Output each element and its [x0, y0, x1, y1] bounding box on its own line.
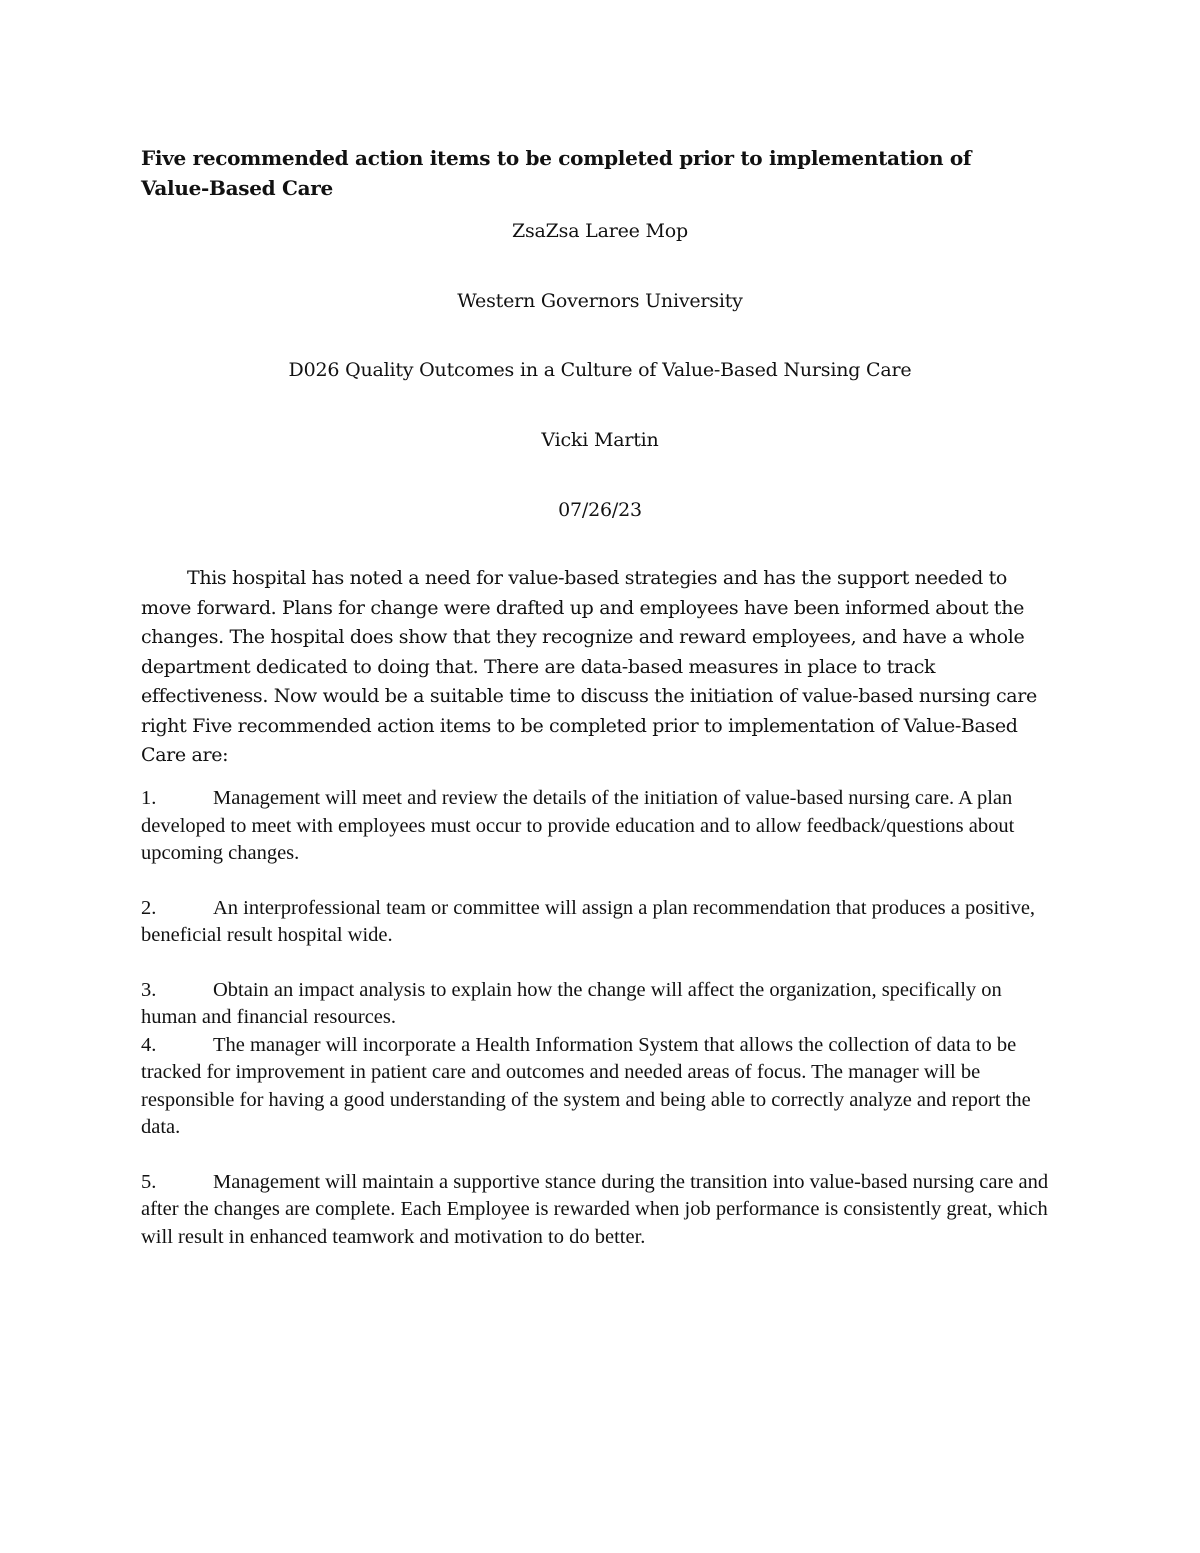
list-item — [141, 977, 1061, 1032]
item-number: 4. — [141, 1033, 157, 1056]
list-item — [141, 785, 1061, 868]
institution-name: Western Governors University — [457, 290, 743, 312]
author-name: ZsaZsa Laree Mop — [511, 220, 688, 242]
document-title: Five recommended action items to be completed prior to implementation of Value-Based Care — [141, 146, 972, 200]
list-item — [141, 895, 1061, 950]
item-text: Management will maintain a supportive stance during the transition into value-based nursing care and after the changes are complete. Each Employee is rewarded when job performance is consistently great, which will result in enhanced teamwork and motivation to do better. — [141, 1170, 1049, 1248]
item-number: 1. — [141, 787, 157, 809]
action-items-list — [141, 785, 1061, 1251]
item-text: Management will meet and review the details of the initiation of value-based nursing care. A plan developed to meet with employees must occur to provide education and to allow feedback/questions about upcoming changes. — [141, 787, 1015, 864]
intro-paragraph: This hospital has noted a need for value-based strategies and has the support needed to move forward. Plans for change were drafted up and employees have been informed about the changes. The hospital does show that they recognize and reward employees, and have a whole department dedicated to doing that. There are data-based measures in place to track effectiveness. Now would be a suitable time to discuss the initiation of value-based nursing care right Five recommended action items to be completed prior to implementation of Value-Based Care are: — [141, 567, 1037, 766]
item-number: 2. — [141, 896, 157, 919]
instructor-name: Vicki Martin — [541, 429, 659, 451]
item-text: Obtain an impact analysis to explain how the change will affect the organization, specifically on human and financial resources. — [141, 978, 1002, 1028]
item-number: 5. — [141, 1170, 157, 1193]
item-number: 3. — [141, 978, 157, 1001]
list-item — [141, 1169, 1061, 1252]
document-date: 07/26/23 — [558, 499, 642, 521]
list-item — [141, 1032, 1061, 1142]
item-text: The manager will incorporate a Health Information System that allows the collection of data to be tracked for improvement in patient care and outcomes and needed areas of focus. The manager will be responsible for having a good understanding of the system and being able to correctly analyze and report the data. — [141, 1033, 1031, 1138]
course-name: D026 Quality Outcomes in a Culture of Value-Based Nursing Care — [288, 359, 912, 381]
item-text: An interprofessional team or committee will assign a plan recommendation that produces a positive, beneficial result hospital wide. — [141, 896, 1036, 946]
